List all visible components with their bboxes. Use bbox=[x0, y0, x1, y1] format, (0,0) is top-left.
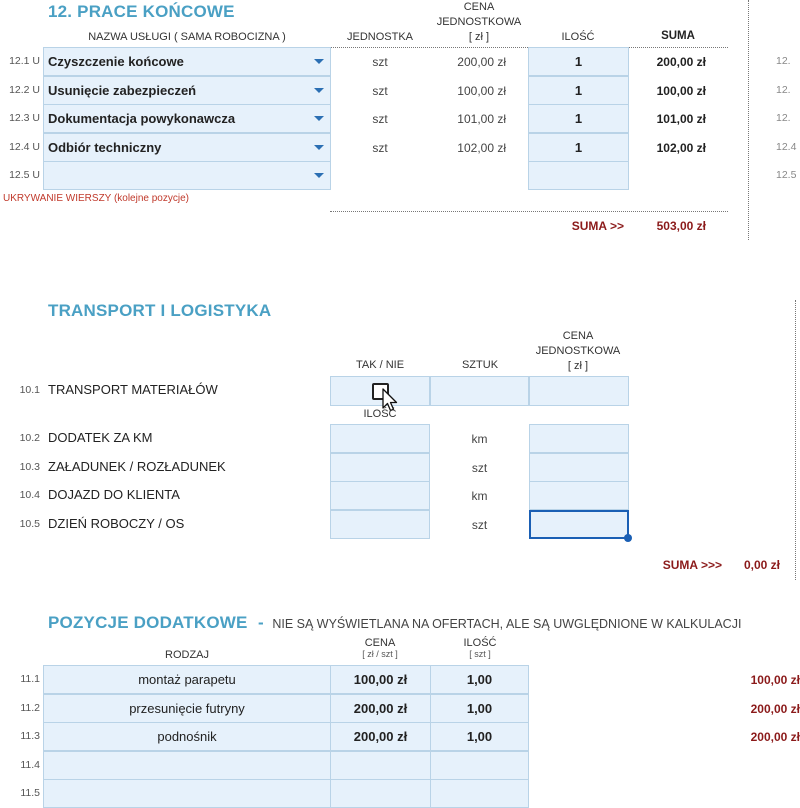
row-sum-value: 101,00 zł bbox=[656, 112, 706, 127]
service-dropdown[interactable] bbox=[43, 161, 331, 190]
header-service-name: NAZWA USŁUGI ( SAMA ROBOCIZNA ) bbox=[88, 31, 286, 43]
additional-row-sum: 100,00 zł bbox=[750, 673, 800, 687]
quantity-value: 1 bbox=[574, 111, 583, 127]
fill-handle[interactable] bbox=[624, 534, 632, 542]
additional-price-value: 200,00 zł bbox=[353, 729, 408, 745]
kind-value: podnośnik bbox=[157, 729, 217, 745]
row-number: 11.2 bbox=[20, 701, 40, 714]
transport-unit: km bbox=[471, 489, 488, 504]
selected-price-cell[interactable] bbox=[529, 510, 629, 539]
section-12-total-value: 503,00 zł bbox=[656, 219, 706, 233]
transport-price-input[interactable] bbox=[529, 453, 629, 482]
row-number: 11.1 bbox=[20, 673, 40, 685]
service-dropdown-label: Dokumentacja powykonawcza bbox=[48, 111, 236, 127]
additional-dash: - bbox=[258, 613, 264, 632]
additional-price-value: 200,00 zł bbox=[353, 700, 408, 716]
service-dropdown-label: Usunięcie zabezpieczeń bbox=[48, 82, 197, 98]
additional-qty-input[interactable] bbox=[430, 779, 529, 808]
row-number: 12.3 U bbox=[9, 112, 40, 125]
hide-rows-note[interactable]: UKRYWANIE WIERSZY (kolejne pozycje) bbox=[3, 193, 189, 204]
unit-price-value: 102,00 zł bbox=[457, 140, 506, 155]
row-number: 12.5 U bbox=[9, 169, 40, 182]
header-sum: SUMA bbox=[661, 30, 695, 42]
header-additional-qty: ILOŚĆ [ szt ] bbox=[463, 637, 497, 659]
row-number: 12.1 U bbox=[9, 55, 40, 67]
transport-qty-input[interactable] bbox=[330, 481, 430, 510]
row-number: 10.5 bbox=[19, 517, 40, 530]
header-kind: RODZAJ bbox=[165, 649, 209, 661]
quantity-value: 1 bbox=[574, 139, 583, 155]
row-number: 11.4 bbox=[20, 758, 40, 771]
additional-price-input[interactable] bbox=[330, 779, 431, 808]
row-sum-value: 100,00 zł bbox=[656, 83, 706, 98]
row-number: 11.3 bbox=[20, 730, 40, 743]
row-number: 12.4 U bbox=[9, 140, 40, 153]
chevron-down-icon[interactable] bbox=[314, 88, 324, 93]
unit-value: szt bbox=[372, 112, 388, 127]
chevron-down-icon[interactable] bbox=[314, 59, 324, 64]
transport-row-label: DZIEŃ ROBOCZY / OS bbox=[48, 515, 185, 531]
quantity-input[interactable] bbox=[528, 161, 629, 190]
header-quantity: ILOŚĆ bbox=[561, 31, 595, 43]
additional-title: POZYCJE DODATKOWE bbox=[48, 613, 248, 632]
unit-value: szt bbox=[372, 55, 388, 69]
transport-row-label: ZAŁADUNEK / ROZŁADUNEK bbox=[48, 458, 226, 474]
row-number: 10.2 bbox=[19, 432, 40, 444]
chevron-down-icon[interactable] bbox=[314, 145, 324, 150]
transport-title: TRANSPORT I LOGISTYKA bbox=[48, 301, 272, 320]
header-transport-unit-price: CENA JEDNOSTKOWA [ zł ] bbox=[535, 330, 621, 372]
transport-row-label: DOJAZD DO KLIENTA bbox=[48, 487, 180, 503]
quantity-value: 1 bbox=[574, 54, 583, 69]
additional-row-sum: 200,00 zł bbox=[750, 701, 800, 716]
transport-price-input[interactable] bbox=[529, 424, 629, 453]
row-number: 10.1 bbox=[19, 384, 40, 396]
service-dropdown-label: Odbiór techniczny bbox=[48, 139, 162, 155]
additional-price-value: 100,00 zł bbox=[353, 672, 408, 687]
row-sum-value: 200,00 zł bbox=[656, 55, 706, 69]
transport-unit: szt bbox=[471, 460, 488, 475]
transport-row-label: DODATEK ZA KM bbox=[48, 430, 153, 445]
section-12-title: 12. PRACE KOŃCOWE bbox=[48, 2, 235, 21]
additional-note: NIE SĄ WYŚWIETLANA NA OFERTACH, ALE SĄ UWGLĘDNIONE W KALKULACJI bbox=[272, 617, 742, 631]
header-yes-no: TAK / NIE bbox=[355, 359, 405, 371]
kind-value: montaż parapetu bbox=[138, 672, 236, 687]
chevron-down-icon[interactable] bbox=[314, 116, 324, 121]
transport-row-label: TRANSPORT MATERIAŁÓW bbox=[48, 382, 218, 397]
chevron-down-icon[interactable] bbox=[314, 173, 324, 178]
unit-price-value: 100,00 zł bbox=[457, 83, 506, 98]
transport-qty-input[interactable] bbox=[330, 424, 430, 453]
additional-title-row bbox=[48, 613, 741, 633]
kind-input[interactable] bbox=[43, 779, 331, 808]
transport-unit: km bbox=[471, 432, 488, 446]
row-number: 11.5 bbox=[20, 787, 40, 800]
transport-qty-input[interactable] bbox=[330, 453, 430, 482]
row-sum-value: 102,00 zł bbox=[656, 140, 706, 155]
header-pieces: SZTUK bbox=[461, 359, 499, 371]
unit-value: szt bbox=[372, 83, 388, 98]
quantity-value: 1 bbox=[574, 82, 583, 98]
additional-row-sum: 200,00 zł bbox=[750, 730, 800, 745]
kind-input[interactable] bbox=[43, 751, 331, 780]
column-divider-right bbox=[795, 300, 796, 580]
clipped-row-number: 12. bbox=[776, 83, 791, 96]
kind-value: przesunięcie futryny bbox=[129, 700, 245, 716]
clipped-row-number: 12. bbox=[776, 112, 791, 125]
additional-qty-value: 1,00 bbox=[466, 700, 493, 716]
header-additional-price: CENA [ zł / szt ] bbox=[362, 637, 398, 659]
header-unit: JEDNOSTKA bbox=[346, 31, 413, 43]
row-number: 12.2 U bbox=[9, 83, 40, 96]
service-dropdown-label: Czyszczenie końcowe bbox=[48, 54, 184, 69]
clipped-row-number: 12.4 bbox=[776, 140, 797, 153]
row-number: 10.4 bbox=[19, 489, 40, 502]
header-unit-price: CENA JEDNOSTKOWA [ zł ] bbox=[436, 1, 522, 43]
transport-total-label: SUMA >>> bbox=[662, 558, 722, 572]
total-divider bbox=[330, 211, 728, 212]
clipped-row-number: 12. bbox=[776, 55, 791, 67]
additional-qty-input[interactable] bbox=[430, 751, 529, 780]
section-12-total-label: SUMA >> bbox=[571, 219, 624, 233]
additional-price-input[interactable] bbox=[330, 751, 431, 780]
unit-price-value: 101,00 zł bbox=[457, 112, 506, 127]
row-number: 10.3 bbox=[19, 460, 40, 473]
transport-pieces-cell[interactable] bbox=[430, 376, 529, 406]
transport-qty-input[interactable] bbox=[330, 510, 430, 539]
additional-qty-value: 1,00 bbox=[466, 729, 493, 745]
clipped-row-number: 12.5 bbox=[776, 169, 797, 182]
transport-price-cell[interactable] bbox=[529, 376, 629, 406]
unit-value: szt bbox=[372, 140, 388, 155]
header-transport-qty: ILOŚĆ bbox=[363, 408, 397, 420]
column-divider bbox=[748, 0, 749, 240]
transport-total-value: 0,00 zł bbox=[743, 558, 780, 572]
transport-unit: szt bbox=[471, 517, 488, 532]
transport-price-input[interactable] bbox=[529, 481, 629, 510]
additional-qty-value: 1,00 bbox=[466, 672, 493, 687]
unit-price-value: 200,00 zł bbox=[457, 55, 506, 69]
